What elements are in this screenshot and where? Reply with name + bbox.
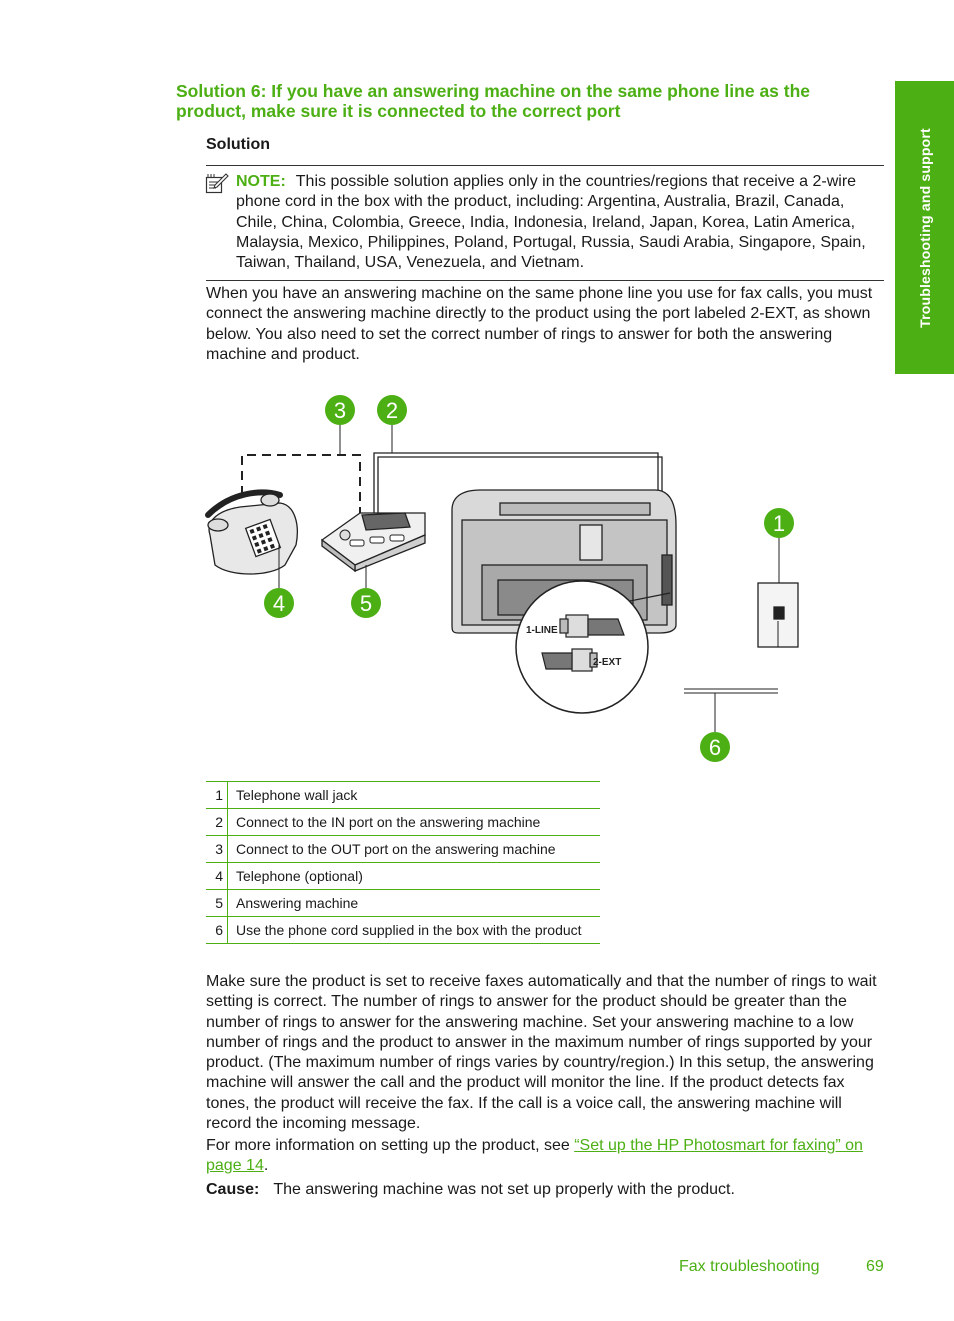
phone-cord-illustration <box>684 689 778 693</box>
solution-label: Solution <box>206 136 270 153</box>
ext-port-label: 2-EXT <box>593 657 622 668</box>
table-row <box>206 863 600 890</box>
line-port-label: 1-LINE <box>526 625 558 636</box>
legend-text: Connect to the OUT port on the answering machine <box>228 836 601 863</box>
callout-badge-1 <box>764 508 794 538</box>
setup-faxing-link[interactable]: “Set up the HP Photosmart for faxing” on page 14 <box>206 1137 863 1175</box>
callout-legend-table <box>206 781 600 944</box>
rings-paragraph: Make sure the product is set to receive faxes automatically and that the number of rings to wait setting is correct. The number of rings to answer for the product should be greater than the number of rings to answer for the answering machine. Set your answering machine to a low number of rings and the product to answer in the maximum number of rings supported by your product. (The maximum number of rings varies by country/region.) In this setup, the answering machine will answer the call and the product will monitor the line. If the product detects fax tones, the product will receive the fax. If the call is a voice call, the answering machine will record the incoming message. <box>206 973 877 1133</box>
callout-badge-2 <box>377 395 407 425</box>
cause-paragraph <box>206 1180 886 1200</box>
more-info-prefix: For more information on setting up the product, see <box>206 1137 575 1154</box>
cause-text: The answering machine was not set up properly with the product. <box>273 1181 735 1198</box>
svg-text:4: 4 <box>272 591 286 616</box>
legend-number: 6 <box>206 917 228 944</box>
legend-text: Use the phone cord supplied in the box with the product <box>228 917 601 944</box>
connection-diagram <box>200 385 820 770</box>
callout-badge-6 <box>700 732 730 762</box>
callout-badge-5 <box>351 588 381 618</box>
legend-text: Telephone wall jack <box>228 782 601 809</box>
footer-section-title: Fax troubleshooting <box>679 1258 820 1275</box>
side-tab-label: Troubleshooting and support <box>916 127 933 328</box>
svg-text:1: 1 <box>772 511 786 536</box>
footer-page-number: 69 <box>866 1258 884 1275</box>
answering-machine-illustration <box>322 513 425 571</box>
legend-text: Connect to the IN port on the answering machine <box>228 809 601 836</box>
intro-paragraph: When you have an answering machine on the same phone line you use for fax calls, you must connect the answering machine directly to the product using the port labeled 2-EXT, as shown below. You also need to set the correct number of rings to answer for both the answering machine and product. <box>206 285 873 363</box>
legend-number: 1 <box>206 782 228 809</box>
note-text: This possible solution applies only in the countries/regions that receive a 2-wire phone cord in the box with the product, including: Argentina, Australia, Brazil, Canada, Chile, China, Colombia, Greece, India, Indonesia, Ireland, Japan, Korea, Latin America, Malaysia, Mexico, Philippines, Poland, Portugal, Russia, Saudi Arabia, Singapore, Spain, Taiwan, Thailand, USA, Venezuela, and Vietnam. <box>236 173 866 272</box>
more-info-suffix: . <box>263 1157 269 1175</box>
table-row <box>206 890 600 917</box>
note-top-rule <box>206 165 884 166</box>
table-row <box>206 836 600 863</box>
legend-text: Answering machine <box>228 890 601 917</box>
telephone-illustration <box>208 492 297 574</box>
legend-number: 5 <box>206 890 228 917</box>
side-section-tab <box>895 81 954 374</box>
callout-badge-4 <box>264 588 294 618</box>
table-row <box>206 809 600 836</box>
svg-text:5: 5 <box>359 591 373 616</box>
cause-label: Cause: <box>206 1181 260 1198</box>
table-row <box>206 917 600 944</box>
legend-number: 2 <box>206 809 228 836</box>
section-heading: Solution 6: If you have an answering machine on the same phone line as the product, make sure it is connected to the correct port <box>176 81 811 121</box>
note-block <box>236 172 886 273</box>
note-pencil-icon <box>205 172 229 194</box>
svg-text:3: 3 <box>333 398 347 423</box>
note-label: NOTE: <box>236 173 286 190</box>
legend-number: 4 <box>206 863 228 890</box>
svg-text:6: 6 <box>708 735 722 760</box>
svg-text:2: 2 <box>385 398 399 423</box>
wall-jack-illustration <box>758 583 798 647</box>
note-bottom-rule <box>206 280 884 281</box>
callout-badge-3 <box>325 395 355 425</box>
more-info-paragraph <box>206 1136 886 1177</box>
legend-text: Telephone (optional) <box>228 863 601 890</box>
table-row <box>206 782 600 809</box>
legend-number: 3 <box>206 836 228 863</box>
